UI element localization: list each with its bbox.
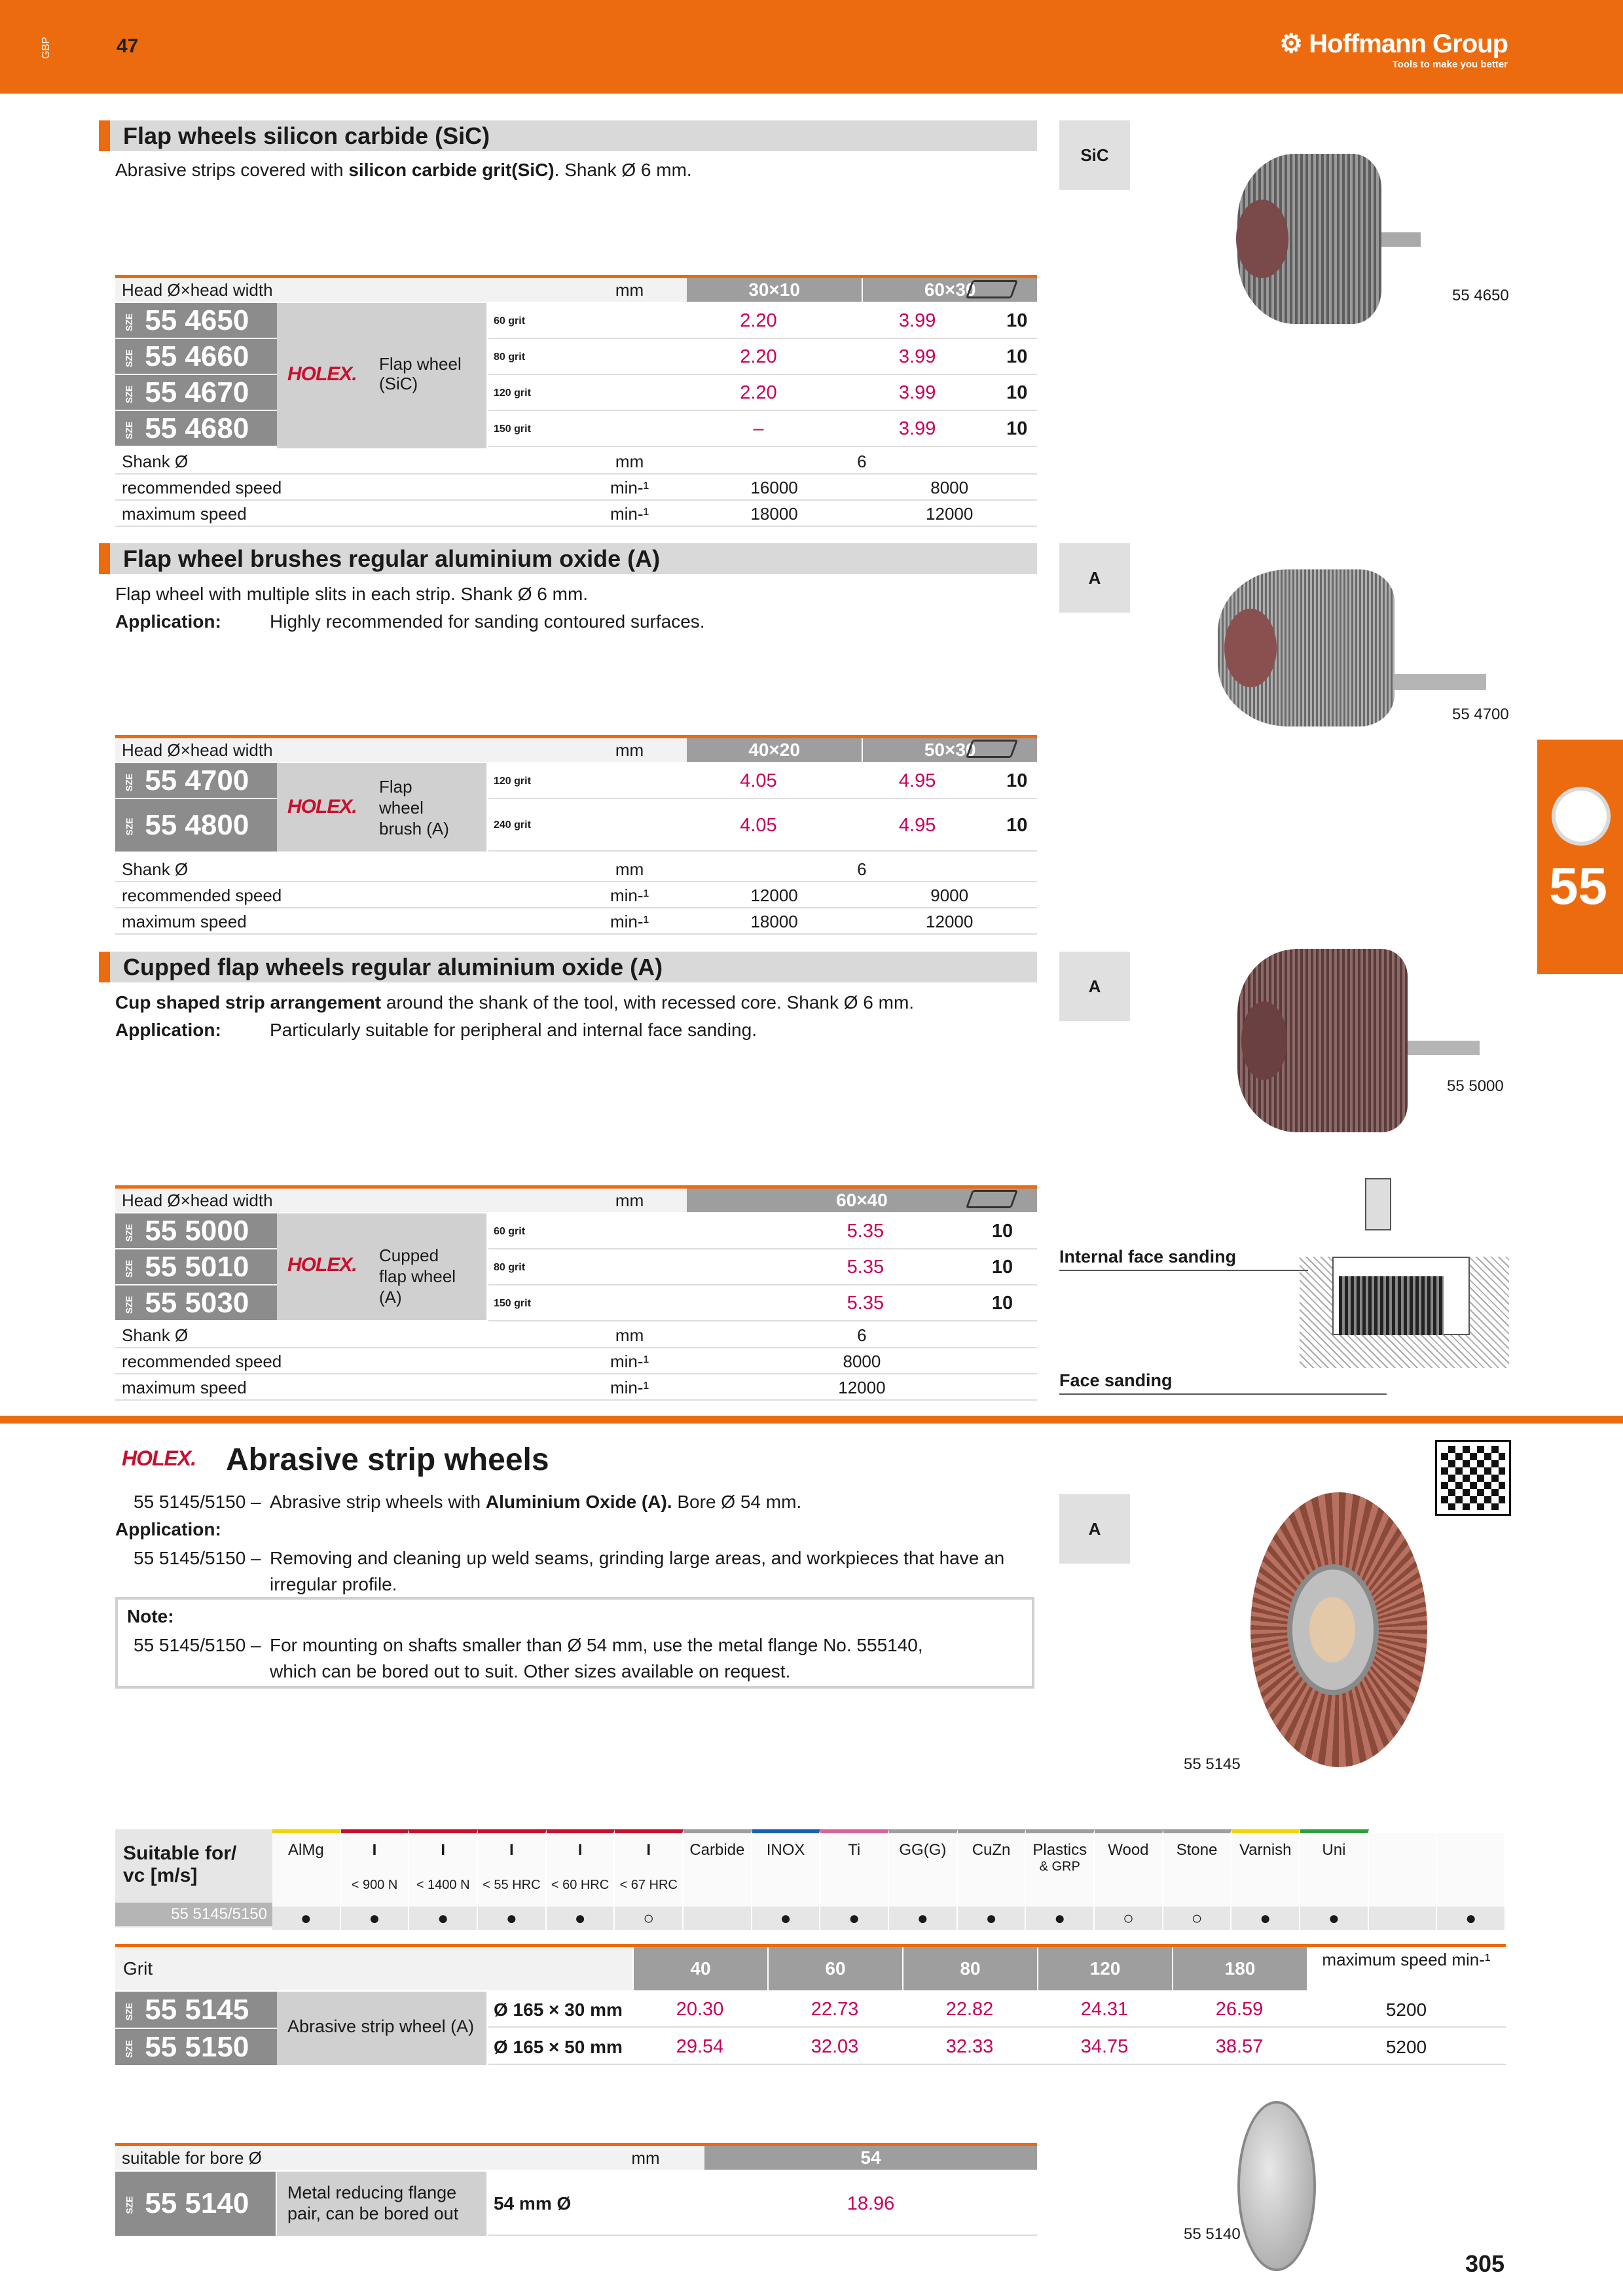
material-sub: < 67 HRC: [619, 1878, 678, 1892]
price: 29.54: [676, 2036, 724, 2057]
image-caption: 55 5145: [1184, 1755, 1241, 1773]
price: 32.33: [945, 2036, 994, 2057]
price: 3.99: [898, 310, 936, 331]
price: 5.35: [847, 1293, 884, 1314]
description-box: [277, 1992, 486, 2065]
grit-label: 240 grit: [494, 819, 531, 831]
spec-value: 6: [857, 859, 867, 879]
material-badge: A: [1059, 952, 1130, 1021]
spec-unit: mm: [615, 859, 644, 879]
page-number: 305: [1465, 2250, 1505, 2277]
grit-label: 60 grit: [494, 315, 526, 327]
holex-logo: HOLEX.: [122, 1446, 196, 1470]
material-column: [478, 1829, 547, 1928]
price: 4.95: [898, 815, 936, 836]
spec-unit: mm: [615, 452, 644, 471]
pack-qty: 10: [1006, 815, 1028, 836]
price: 22.73: [811, 1999, 859, 2020]
section-title: Flap wheel brushes regular aluminium oxide (A): [99, 543, 1037, 574]
pack-qty: 10: [1006, 310, 1028, 331]
velocity-label: vc [m/s]: [123, 1865, 198, 1886]
spec-label: recommended speed: [122, 886, 282, 905]
material-sub: < 60 HRC: [551, 1878, 610, 1892]
grit-column-header: 40: [632, 1947, 767, 1990]
material-name: Varnish: [1239, 1841, 1292, 1859]
pack-qty: 10: [1006, 346, 1028, 367]
unit: mm: [615, 280, 644, 300]
spec-label: Shank Ø: [122, 859, 189, 879]
metal-flange-image: [1237, 2101, 1316, 2271]
suitability-dot: ●: [547, 1907, 614, 1930]
spec-value: 8000: [843, 1352, 881, 1371]
application-text: Highly recommended for sanding contoured surfaces.: [270, 611, 705, 632]
material-name: I: [372, 1841, 377, 1859]
max-speed-header: maximum speed min-¹: [1322, 1950, 1491, 1969]
suitability-dot: ●: [820, 1907, 888, 1930]
spec-unit: min-¹: [610, 912, 649, 931]
material-column: [1026, 1829, 1095, 1928]
article-number[interactable]: SZE 55 5010: [115, 1249, 279, 1284]
section-description: Abrasive strips covered with silicon carbide grit(SiC). Shank Ø 6 mm.: [115, 160, 692, 180]
grinding-disc-icon: [1552, 787, 1611, 846]
suitability-dot: ○: [615, 1907, 682, 1930]
diagram-label: Internal face sanding: [1059, 1247, 1237, 1266]
suitability-dot: ●: [341, 1907, 409, 1930]
suitability-dot: ●: [752, 1907, 820, 1930]
column-header: 50×30: [862, 738, 1037, 762]
article-number[interactable]: SZE 55 4670: [115, 375, 279, 410]
product-rows: [115, 763, 1037, 855]
suitability-dot: ○: [1095, 1907, 1162, 1930]
spec-label: maximum speed: [122, 1378, 247, 1397]
grit-label: 120 grit: [494, 387, 531, 399]
spec-unit: min-¹: [610, 886, 649, 905]
price: 4.95: [898, 770, 936, 791]
material-column: [1231, 1829, 1300, 1928]
section-title: Abrasive strip wheels: [226, 1443, 549, 1477]
chapter-side-tab[interactable]: [1537, 740, 1623, 974]
suitability-dot: ●: [1300, 1907, 1368, 1930]
image-caption: 55 5140: [1184, 2225, 1241, 2243]
application-label: Application:: [115, 611, 221, 632]
application-label: Application:: [115, 1519, 221, 1539]
pack-qty: 10: [1006, 770, 1028, 791]
suitability-table: [115, 1829, 1506, 1928]
price: 3.99: [898, 346, 936, 367]
spec-unit: min-¹: [610, 504, 649, 524]
material-column: [889, 1829, 958, 1928]
grit-label: 80 grit: [494, 1262, 526, 1273]
material-name: Uni: [1322, 1841, 1346, 1859]
holex-logo: HOLEX.: [287, 363, 357, 385]
material-column: [341, 1829, 410, 1928]
article-number[interactable]: SZE 55 5150: [115, 2029, 279, 2065]
product-description: Cupped flap wheel (A): [379, 1246, 456, 1307]
pack-qty: 10: [991, 1293, 1013, 1314]
pack-qty: 10: [1006, 418, 1028, 439]
note-label: Note:: [127, 1606, 174, 1626]
price: 4.05: [740, 770, 777, 791]
diagram-label: Face sanding: [1059, 1371, 1173, 1390]
cupped-flap-wheel-image: [1231, 949, 1506, 1132]
image-caption: 55 5000: [1447, 1077, 1504, 1095]
flap-wheel-image: [1231, 154, 1401, 324]
spec-unit: min-¹: [610, 1378, 649, 1397]
article-range: 55 5145/5150 –: [134, 1492, 261, 1512]
section-description: Flap wheel with multiple slits in each strip. Shank Ø 6 mm.: [115, 584, 589, 604]
application-text: Particularly suitable for peripheral and internal face sanding.: [270, 1020, 757, 1040]
unit: mm: [631, 2148, 660, 2168]
spec-value: 12000: [750, 886, 798, 905]
material-column: [615, 1829, 684, 1928]
price: 3.99: [898, 382, 936, 403]
article-number[interactable]: SZE 55 4660: [115, 339, 279, 374]
suitability-dot: ●: [889, 1907, 957, 1930]
application-label: Application:: [115, 1020, 221, 1040]
holex-logo: HOLEX.: [287, 1254, 357, 1276]
bore-label: suitable for bore Ø: [122, 2148, 262, 2168]
spec-unit: min-¹: [610, 1352, 649, 1371]
article-number[interactable]: SZE 55 5140: [115, 2172, 276, 2236]
note-text: For mounting on shafts smaller than Ø 54 mm, use the metal flange No. 555140, which can be bored out to suit. Other sizes available on request.: [270, 1635, 923, 1681]
head-size-label: Head Ø×head width: [122, 280, 273, 300]
flap-wheel-brush-image: [1211, 569, 1512, 726]
price: 20.30: [676, 1999, 724, 2020]
material-badge: A: [1059, 543, 1130, 613]
grit-column-header: 60: [767, 1947, 902, 1990]
head-size-label: Head Ø×head width: [122, 740, 273, 760]
price: 34.75: [1080, 2036, 1129, 2057]
holex-logo: HOLEX.: [287, 796, 357, 817]
spec-rows: [115, 1322, 1037, 1401]
price: 24.31: [1080, 1999, 1129, 2020]
package-icon: [966, 280, 1018, 298]
price: 4.05: [740, 815, 777, 836]
suitability-dot: [684, 1907, 751, 1930]
price: 38.57: [1215, 2036, 1264, 2057]
suitability-dot: ●: [1231, 1907, 1299, 1930]
chapter-number: 55: [1549, 857, 1607, 915]
spec-value: 18000: [750, 912, 798, 931]
suitability-dot: ●: [272, 1907, 340, 1930]
spec-unit: mm: [615, 1325, 644, 1345]
material-column: [1300, 1829, 1369, 1928]
description-box: [277, 1213, 486, 1320]
spec-rows: [115, 856, 1037, 935]
material-column: [684, 1829, 752, 1928]
section-title: Flap wheels silicon carbide (SiC): [99, 120, 1037, 151]
material-name: Plastics: [1032, 1841, 1087, 1859]
material-name: Carbide: [689, 1841, 745, 1859]
article-number[interactable]: SZE 55 4800: [115, 799, 279, 852]
price: 26.59: [1215, 1999, 1264, 2020]
product-description: Metal reducing flange pair, can be bored out: [287, 2183, 459, 2223]
grit-label: 150 grit: [494, 1298, 531, 1309]
package-icon: [966, 1190, 1018, 1208]
grit-label: Grit: [115, 1947, 632, 1990]
price-row: [488, 2029, 1506, 2065]
qr-code-icon[interactable]: [1437, 1442, 1509, 1514]
price: 2.20: [740, 310, 777, 331]
application-text: Removing and cleaning up weld seams, grinding large areas, and workpieces that have an irregular profile.: [270, 1548, 1005, 1594]
material-column: [1163, 1829, 1232, 1928]
material-badge: SiC: [1059, 120, 1130, 190]
product-row: [115, 2172, 1037, 2237]
price: 5.35: [847, 1257, 884, 1278]
spec-value: 18000: [750, 504, 798, 524]
product-table: [115, 278, 1037, 302]
spec-value: 12000: [926, 912, 974, 931]
material-name: I: [577, 1841, 583, 1859]
table-header: [115, 2146, 1037, 2170]
material-name: Wood: [1108, 1841, 1149, 1859]
section-title: Cupped flap wheels regular aluminium oxide (A): [99, 952, 1037, 982]
price: –: [753, 418, 764, 439]
suitability-dot: ●: [1437, 1907, 1504, 1930]
material-sub: < 55 HRC: [483, 1878, 541, 1892]
article-number[interactable]: SZE 55 4650: [115, 303, 279, 338]
spec-value: 12000: [838, 1378, 886, 1397]
material-column: [1095, 1829, 1163, 1928]
size-label: Ø 165 × 50 mm: [494, 2037, 623, 2057]
suitability-dot: ●: [958, 1907, 1025, 1930]
material-column: [1437, 1829, 1506, 1928]
size-label: Ø 165 × 30 mm: [494, 2000, 623, 2020]
material-name: AlMg: [287, 1841, 324, 1859]
material-sub: < 900 N: [351, 1878, 398, 1892]
section-divider: [0, 1416, 1623, 1424]
column-header: 30×10: [687, 278, 862, 302]
column-header: 60×30: [862, 278, 1037, 302]
price-row: [488, 1992, 1506, 2028]
material-badge: A: [1059, 1494, 1130, 1564]
grit-column-header: 180: [1172, 1947, 1307, 1990]
spec-value: 9000: [930, 886, 969, 905]
price: 2.20: [740, 382, 777, 403]
spec-label: Shank Ø: [122, 1325, 189, 1345]
sanding-diagram: [1300, 1178, 1509, 1368]
unit: mm: [615, 740, 644, 760]
material-column: [547, 1829, 615, 1928]
spec-unit: min-¹: [610, 478, 649, 497]
description-box: [277, 763, 486, 852]
article-number[interactable]: SZE 55 5145: [115, 1992, 279, 2028]
product-rows: [115, 303, 1037, 448]
unit: mm: [615, 1191, 644, 1210]
description-box: [277, 303, 486, 448]
product-rows: [115, 1992, 1506, 2066]
package-icon: [966, 740, 1018, 758]
max-speed: 5200: [1385, 2000, 1427, 2020]
suitability-dot: ●: [1026, 1907, 1093, 1930]
material-name: CuZn: [972, 1841, 1011, 1859]
note-box: [115, 1597, 1034, 1689]
price: 22.82: [945, 1999, 994, 2020]
spec-label: recommended speed: [122, 478, 282, 497]
material-name: I: [646, 1841, 651, 1859]
material-name: Ti: [848, 1841, 861, 1859]
material-name: INOX: [766, 1841, 805, 1859]
grit-label: 60 grit: [494, 1226, 526, 1237]
price: 5.35: [847, 1221, 884, 1242]
image-caption: 55 4650: [1452, 287, 1509, 304]
article-range: 55 5145/5150 –: [134, 1635, 261, 1655]
page-number-top: 47: [117, 35, 139, 57]
grit-label: 120 grit: [494, 776, 531, 787]
product-description: Flap wheel brush (A): [379, 777, 449, 838]
table-header: [115, 738, 1037, 762]
spec-label: Shank Ø: [122, 452, 189, 471]
product-rows: [115, 1213, 1037, 1323]
material-columns: [272, 1829, 1506, 1928]
spec-value: 12000: [926, 504, 974, 524]
price: 18.96: [847, 2193, 895, 2214]
spec-value: 6: [857, 1325, 867, 1345]
column-header: 40×20: [687, 738, 862, 762]
logo-icon: ⚙: [1279, 29, 1309, 58]
spec-value: 6: [857, 452, 867, 471]
price: 2.20: [740, 346, 777, 367]
grit-label: 80 grit: [494, 351, 526, 363]
grit-header-row: [115, 1947, 1506, 1990]
vertical-tag: GBP: [41, 37, 52, 59]
material-column: [272, 1829, 341, 1928]
grit-column-header: 80: [902, 1947, 1037, 1990]
table-header: [115, 1189, 1037, 1212]
grit-column-header: 120: [1037, 1947, 1172, 1990]
article-number[interactable]: SZE 55 4700: [115, 763, 279, 798]
diagram-leader-line: [1059, 1270, 1308, 1271]
material-column: [752, 1829, 821, 1928]
suitability-dot: ●: [478, 1907, 545, 1930]
description-box: [277, 2172, 486, 2236]
suitability-dot: [1369, 1907, 1436, 1930]
material-name: Stone: [1176, 1841, 1218, 1859]
diagram-leader-line: [1059, 1393, 1387, 1395]
grit-price-rows: [488, 303, 1037, 447]
article-numbers: [115, 303, 276, 448]
spec-label: maximum speed: [122, 912, 247, 931]
spec-value: 16000: [750, 478, 798, 497]
spec-value: 8000: [930, 478, 969, 497]
max-speed: 5200: [1385, 2037, 1427, 2057]
article-number[interactable]: SZE 55 5000: [115, 1213, 279, 1248]
material-column: [409, 1829, 478, 1928]
pack-qty: 10: [991, 1221, 1013, 1242]
suitability-row-label: 55 5145/5150: [115, 1903, 272, 1926]
material-name: GG(G): [899, 1841, 947, 1859]
grit-label: 150 grit: [494, 423, 531, 435]
material-column: [820, 1829, 889, 1928]
size-label: 54 mm Ø: [494, 2193, 572, 2214]
brand-logo: ⚙ Hoffmann Group Tools to make you better: [1279, 29, 1508, 70]
section-description: Abrasive strip wheels with Aluminium Oxide (A). Bore Ø 54 mm.: [270, 1492, 802, 1512]
product-description: Flap wheel (SiC): [379, 354, 462, 393]
price: 3.99: [898, 418, 936, 439]
article-number[interactable]: SZE 55 5030: [115, 1285, 279, 1320]
image-caption: 55 4700: [1452, 706, 1509, 723]
abrasive-strip-wheel-image: [1231, 1486, 1434, 1774]
article-number[interactable]: SZE 55 4680: [115, 411, 279, 446]
material-sub: < 1400 N: [416, 1878, 470, 1892]
price: 32.03: [811, 2036, 859, 2057]
column-header: 54: [704, 2146, 1037, 2170]
section-description: Cup shaped strip arrangement around the shank of the tool, with recessed core. Shank Ø 6 mm.: [115, 992, 915, 1013]
material-name: I: [441, 1841, 446, 1859]
spec-rows: [115, 448, 1037, 527]
pack-qty: 10: [1006, 382, 1028, 403]
article-range: 55 5145/5150 –: [134, 1548, 261, 1568]
material-name: I: [509, 1841, 514, 1859]
column-header: 60×40: [687, 1189, 1037, 1212]
suitability-dot: ●: [409, 1907, 477, 1930]
suitability-label: Suitable for/: [123, 1842, 237, 1864]
material-sub: & GRP: [1039, 1859, 1080, 1874]
pack-qty: 10: [991, 1257, 1013, 1278]
product-description: Abrasive strip wheel (A): [287, 2017, 475, 2036]
spec-label: maximum speed: [122, 504, 247, 524]
suitability-dot: ○: [1163, 1907, 1231, 1930]
spec-label: recommended speed: [122, 1352, 282, 1371]
head-size-label: Head Ø×head width: [122, 1191, 273, 1210]
material-column: [958, 1829, 1027, 1928]
material-column: [1369, 1829, 1438, 1928]
